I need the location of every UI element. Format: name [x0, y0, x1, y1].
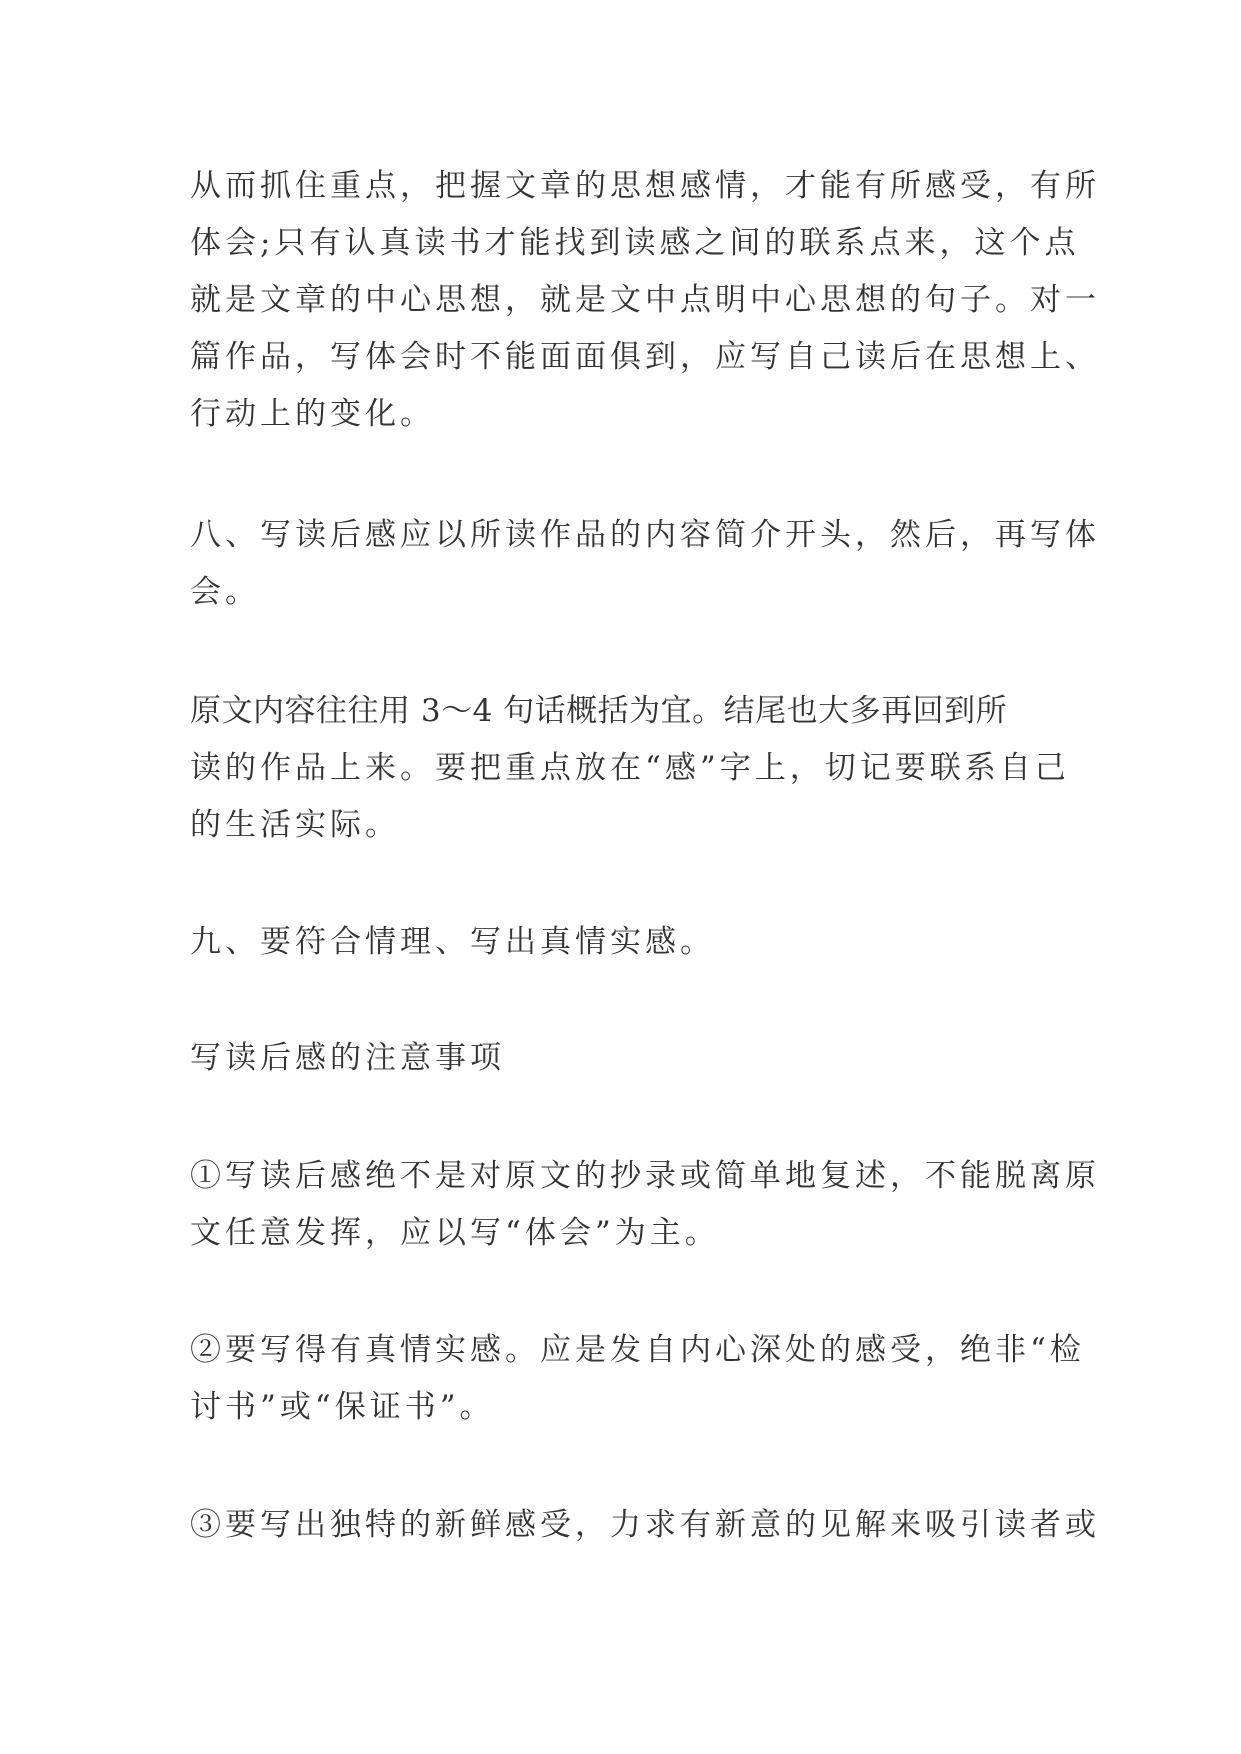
paragraph-line: 就是文章的中心思想，就是文中点明中心思想的句子。对一	[190, 282, 1100, 318]
paragraph-line: ②要写得有真情实感。应是发自内心深处的感受，绝非“检	[190, 1332, 1085, 1368]
paragraph-2	[190, 507, 1100, 621]
paragraph-line: 行动上的变化。	[190, 396, 435, 432]
paragraph-line: 文任意发挥，应以写“体会”为主。	[190, 1215, 720, 1251]
paragraph-line: 从而抓住重点，把握文章的思想感情，才能有所感受，有所	[190, 168, 1100, 204]
paragraph-8	[190, 1497, 1100, 1554]
paragraph-line: ③要写出独特的新鲜感受，力求有新意的见解来吸引读者或	[190, 1507, 1100, 1543]
section-heading-text: 写读后感的注意事项	[190, 1040, 505, 1076]
paragraph-line: ①写读后感绝不是对原文的抄录或简单地复述，不能脱离原	[190, 1158, 1100, 1194]
paragraph-line: 讨书”或“保证书”。	[190, 1389, 495, 1425]
paragraph-line: 篇作品，写体会时不能面面俱到，应写自己读后在思想上、	[190, 339, 1100, 375]
paragraph-4	[190, 914, 1070, 971]
paragraph-3	[190, 683, 1070, 854]
paragraph-1	[190, 158, 1100, 443]
paragraph-7	[190, 1322, 1085, 1436]
paragraph-line: 的生活实际。	[190, 807, 400, 843]
paragraph-line: 原文内容往往用 3～4 句话概括为宜。结尾也大多再回到所	[190, 693, 1008, 729]
paragraph-6	[190, 1148, 1100, 1262]
paragraph-line: 九、要符合情理、写出真情实感。	[190, 924, 715, 960]
paragraph-line: 读的作品上来。要把重点放在“感”字上，切记要联系自己	[190, 750, 1070, 786]
paragraph-line: 体会;只有认真读书才能找到读感之间的联系点来，这个点	[190, 225, 1080, 261]
section-heading	[190, 1030, 1070, 1087]
paragraph-line: 八、写读后感应以所读作品的内容简介开头，然后，再写体	[190, 517, 1100, 553]
paragraph-line: 会。	[190, 574, 260, 610]
